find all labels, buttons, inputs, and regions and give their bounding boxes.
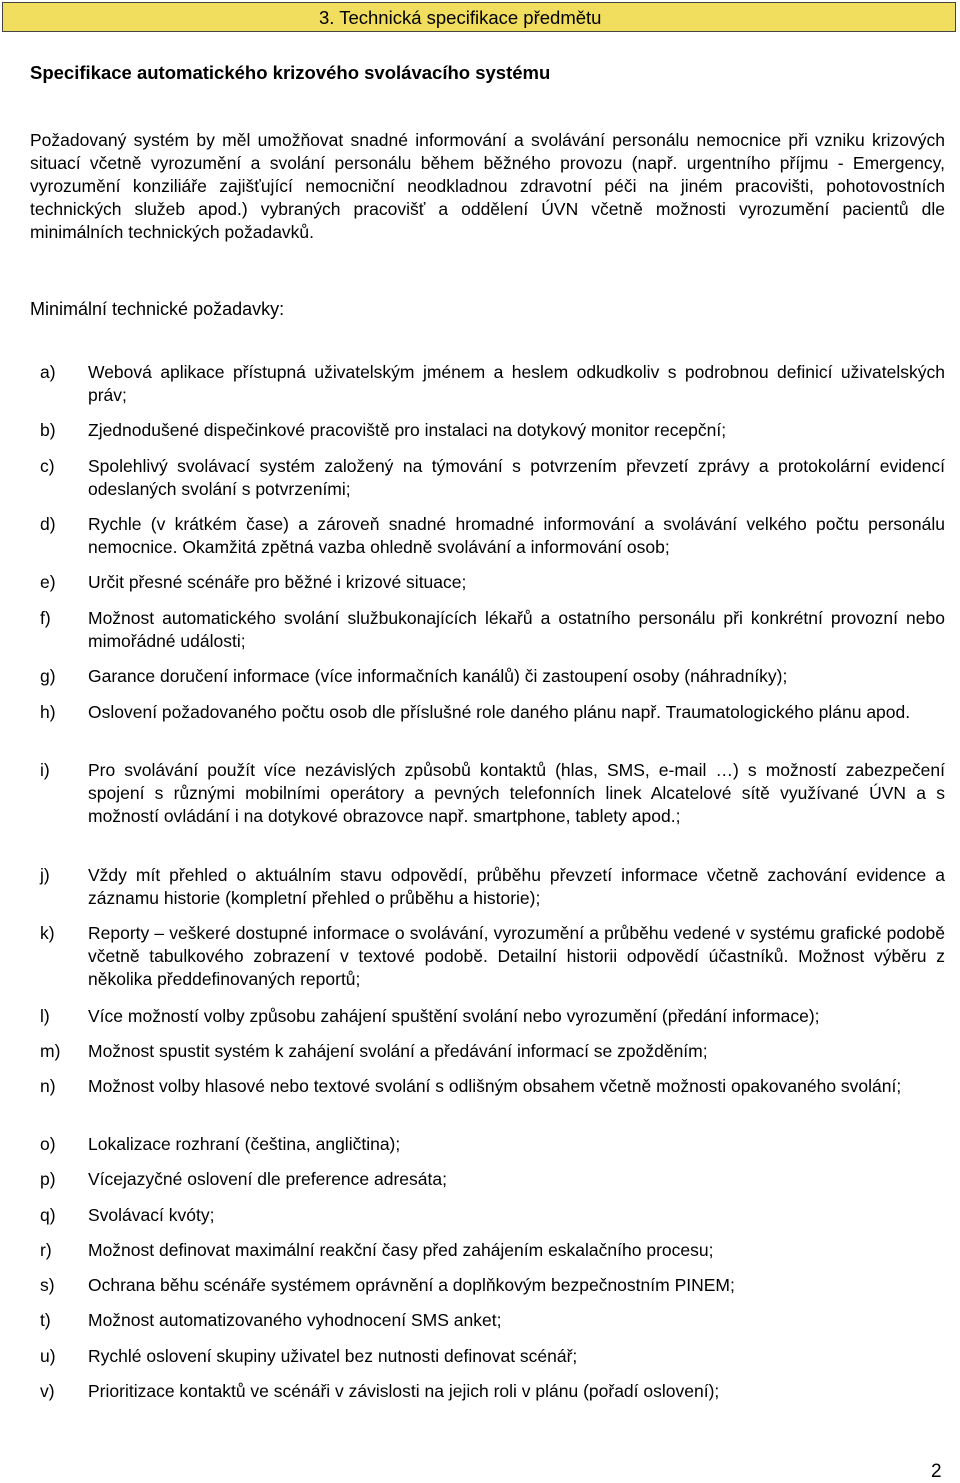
list-item-marker: k)	[40, 923, 55, 943]
list-item-text: Vícejazyčné oslovení dle preference adresáta;	[88, 1169, 447, 1189]
list-item-marker: q)	[40, 1205, 56, 1225]
list-item-marker: a)	[40, 362, 56, 382]
list-item-text: Možnost automatizovaného vyhodnocení SMS anket;	[88, 1310, 502, 1330]
list-item-text: Pro svolávání použít více nezávislých způsobů kontaktů (hlas, SMS, e-mail …) s možností zabezpečení spojení s různými mobilními operátory a pevných telefonních linek Alcatelové sítě využívané ÚVN a s možností ovládání i na dotykové obrazovce např. smartphone, tablety apod.;	[88, 760, 945, 826]
section-title: 3. Technická specifikace předmětu	[319, 7, 602, 28]
list-item-text: Prioritizace kontaktů ve scénáři v závislosti na jejich roli v plánu (pořadí oslovení);	[88, 1381, 720, 1401]
list-item-text: Rychle (v krátkém čase) a zároveň snadné hromadné informování a svolávání velkého počtu personálu nemocnice. Okamžitá zpětná vazba ohledně svolávání a informování osob;	[88, 514, 945, 557]
list-item-marker: d)	[40, 514, 56, 534]
list-item-marker: h)	[40, 702, 56, 722]
list-item-marker: p)	[40, 1169, 56, 1189]
list-item-marker: f)	[40, 608, 51, 628]
list-item-text: Lokalizace rozhraní (čeština, angličtina);	[88, 1134, 401, 1154]
list-item-text: Reporty – veškeré dostupné informace o svolávání, vyrozumění a průběhu vedené v systému grafické podobě včetně tabulkového zobrazení v textové podobě. Detailní historii odpovědí účastníků. Možnost výběru z několika předdefinovaných reportů;	[88, 923, 945, 989]
list-item-marker: j)	[40, 865, 50, 885]
list-item-text: Možnost automatického svolání službukonajících lékařů a ostatního personálu při konkrétní provozní nebo mimořádné události;	[88, 608, 945, 651]
requirements-heading: Minimální technické požadavky:	[30, 299, 285, 319]
section-header	[2, 2, 956, 32]
list-item-marker: r)	[40, 1240, 52, 1260]
list-item-text: Zjednodušené dispečinkové pracoviště pro instalaci na dotykový monitor recepční;	[88, 420, 727, 440]
intro-paragraph: Požadovaný systém by měl umožňovat snadné informování a svolávání personálu nemocnice při vzniku krizových situací včetně vyrozumění a svolání personálu během běžného provozu (např. urgentního příjmu - Emergency, vyrozumění konziliáře zajišťující nemocniční neodkladnou zdravotní péči na jiném pracovišti, pohotovostních technických služeb apod.) vybraných pracovišť a oddělení ÚVN včetně možnosti vyrozumění pacientů dle minimálních technických požadavků.	[30, 130, 945, 242]
list-item-marker: m)	[40, 1041, 61, 1061]
list-item-text: Možnost spustit systém k zahájení svolání a předávání informací se zpožděním;	[88, 1041, 708, 1061]
list-item-text: Svolávací kvóty;	[88, 1205, 215, 1225]
list-item-text: Určit přesné scénáře pro běžné i krizové situace;	[88, 572, 467, 592]
list-item-text: Spolehlivý svolávací systém založený na týmování s potvrzením převzetí zprávy a protokolární evidencí odeslaných svolání s potvrzeními;	[88, 456, 945, 499]
list-item-text: Více možností volby způsobu zahájení spuštění svolání nebo vyrozumění (předání informace);	[88, 1006, 820, 1026]
list-item-text: Garance doručení informace (více informačních kanálů) či zastoupení osoby (náhradníky);	[88, 666, 788, 686]
list-item-text: Možnost volby hlasové nebo textové svolání s odlišným obsahem včetně možnosti opakovaného svolání;	[88, 1076, 902, 1096]
list-item-marker: n)	[40, 1076, 56, 1096]
list-item-marker: v)	[40, 1381, 55, 1401]
list-item-marker: b)	[40, 420, 56, 440]
list-item-text: Rychlé oslovení skupiny uživatel bez nutnosti definovat scénář;	[88, 1346, 578, 1366]
list-item-marker: u)	[40, 1346, 56, 1366]
list-item-text: Vždy mít přehled o aktuálním stavu odpovědí, průběhu převzetí informace včetně zachování evidence a záznamu historie (kompletní přehled o průběhu a historie);	[88, 865, 945, 908]
document-subtitle: Specifikace automatického krizového svolávacího systému	[30, 62, 551, 83]
list-item-text: Webová aplikace přístupná uživatelským jménem a heslem odkudkoliv s podrobnou definicí uživatelských práv;	[88, 362, 945, 405]
list-item-marker: i)	[40, 760, 50, 780]
list-item-marker: t)	[40, 1310, 51, 1330]
list-item-text: Oslovení požadovaného počtu osob dle příslušné role daného plánu např. Traumatologického plánu apod.	[88, 702, 911, 722]
list-item-marker: l)	[40, 1006, 50, 1026]
list-item-marker: o)	[40, 1134, 56, 1154]
list-item-marker: s)	[40, 1275, 55, 1295]
list-item-marker: c)	[40, 456, 55, 476]
list-item-text: Ochrana běhu scénáře systémem oprávnění a doplňkovým bezpečnostním PINEM;	[88, 1275, 735, 1295]
list-item-marker: e)	[40, 572, 56, 592]
list-item-text: Možnost definovat maximální reakční časy před zahájením eskalačního procesu;	[88, 1240, 714, 1260]
list-item-marker: g)	[40, 666, 56, 686]
page-number: 2	[931, 1461, 942, 1482]
